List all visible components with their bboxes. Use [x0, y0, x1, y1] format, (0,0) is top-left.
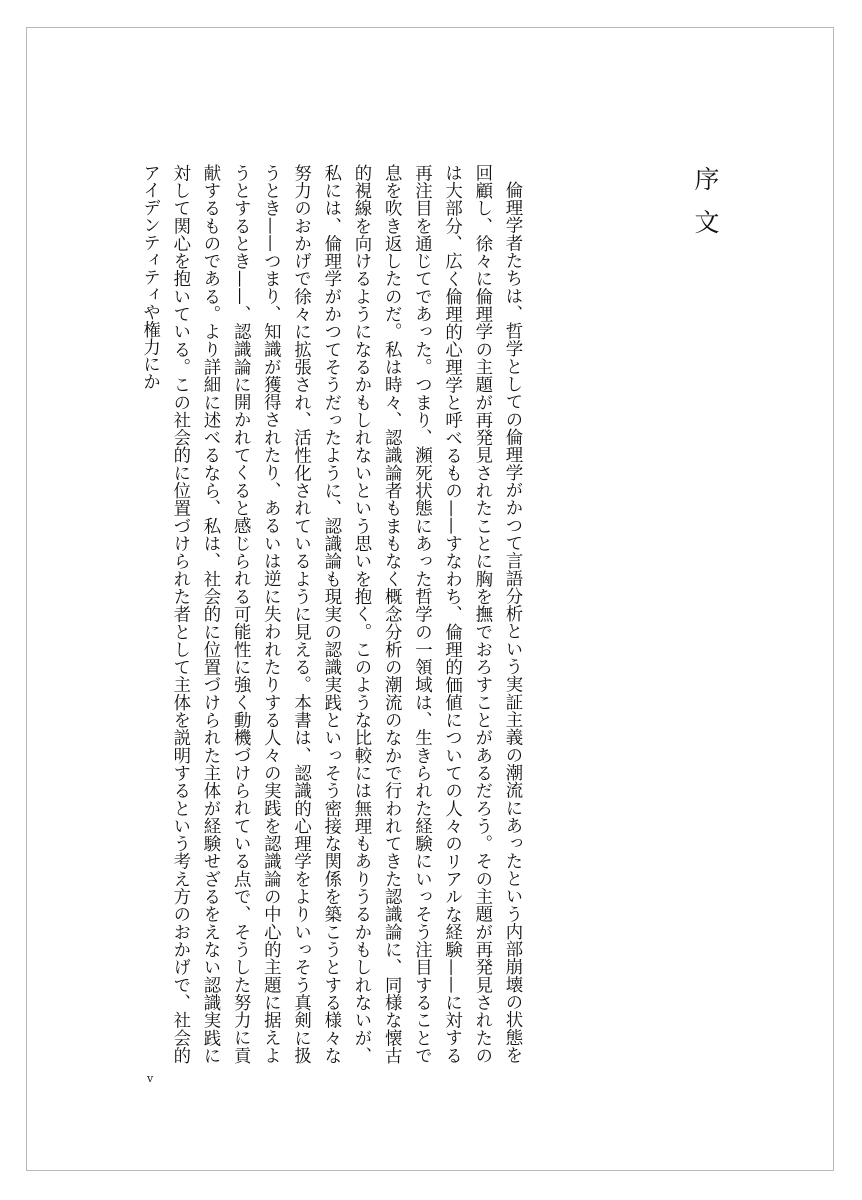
page-frame — [26, 27, 834, 1171]
body-paragraph: 倫理学者たちは、哲学としての倫理学がかつて言語分析という実証主義の潮流にあったという内部崩壊の状態を回顧し、徐々に倫理学の主題が再発見されたことに胸を撫でおろすことがあるだろう。その主題が再発見されたのは大部分、広く倫理的心理学と呼べるもの——すなわち、倫理的価値についての人々のリアルな経験——に対する再注目を通じてであった。つまり、瀕死状態にあった哲学の一領域は、生きられた経験にいっそう注目することで息を吹き返したのだ。私は時々、認識論者もまもなく概念分析の潮流のなかで行われてきた認識論に、同様な懐古的視線を向けるようになるかもしれないという思いを抱く。このような比較には無理もありうるかもしれないが、私には、倫理学がかつてそうだったように、認識論も現実の認識実践といっそう密接な関係を築こうとする様々な努力のおかげで徐々に拡張され、活性化されているように見える。本書は、認識的心理学をよりいっそう真剣に扱うとき——つまり、知識が獲得されたり、あるいは逆に失われたりする人々の実践を認識論の中心的主題に据えようとするとき——、認識論に開かれてくると感じられる可能性に強く動機づけられている点で、そうした努力に貢献するものである。より詳細に述べるなら、私は、社会的に位置づけられた主体が経験せざるをえない認識実践に対して関心を抱いている。この社会的に位置づけられた者として主体を説明するという考え方のおかげで、社会的アイデンティティや権力にか — [139, 164, 522, 1064]
page-title: 序文 — [691, 166, 720, 252]
page-number: v — [147, 1072, 154, 1085]
